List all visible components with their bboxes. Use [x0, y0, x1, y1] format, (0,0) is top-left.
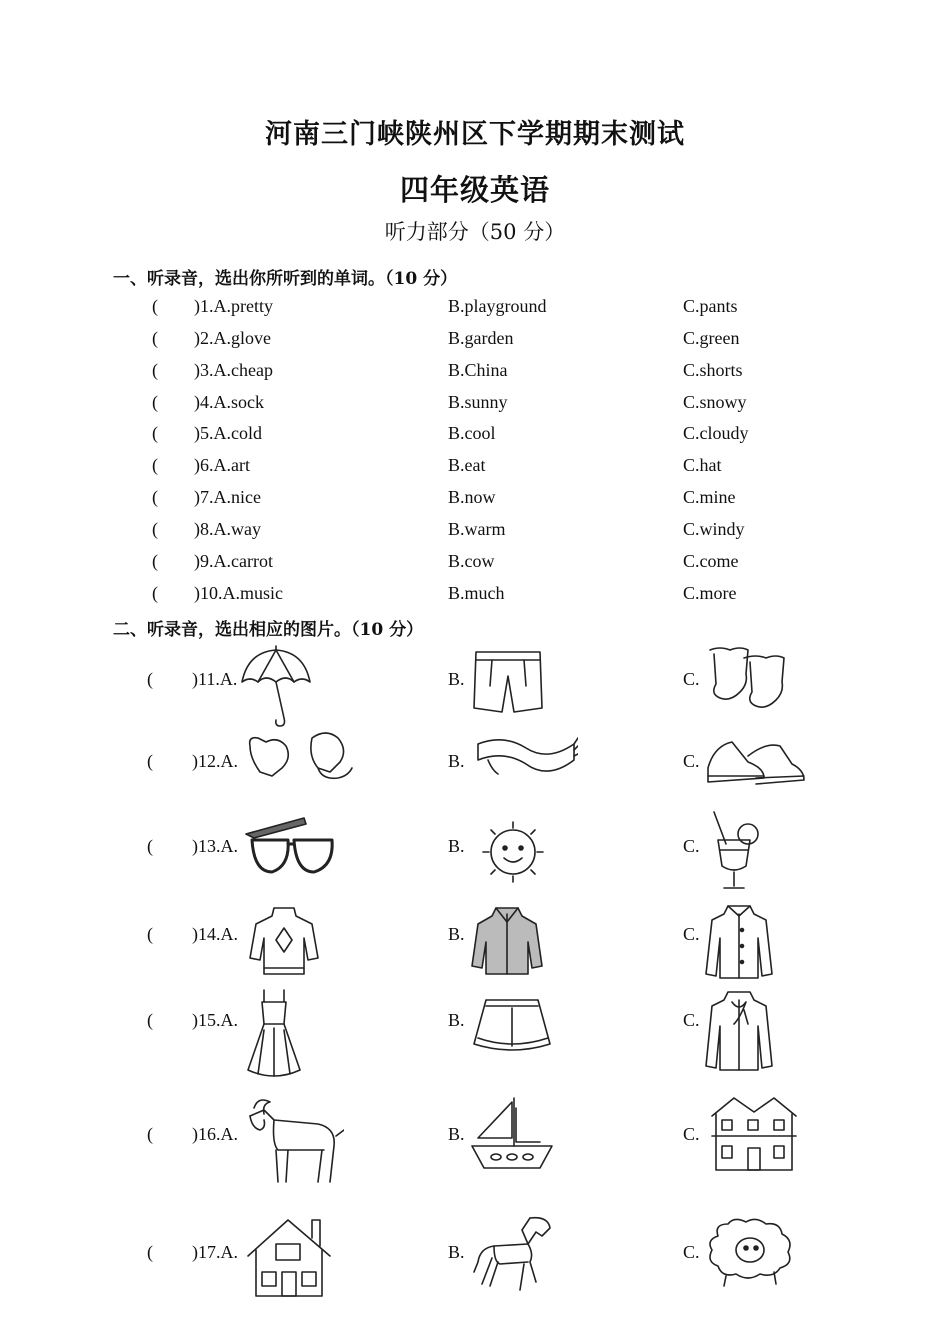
option-a: )2.A.glove [194, 328, 271, 348]
juice-icon[interactable] [706, 810, 770, 894]
answer-paren[interactable]: ( [152, 360, 158, 380]
question-number: )17.A. [192, 1242, 238, 1262]
option-b-label: B. [448, 669, 465, 689]
scarf-icon[interactable] [474, 730, 578, 784]
question-number: )11.A. [192, 669, 238, 689]
option-c-label: C. [683, 1124, 700, 1144]
picture-question-row [0, 806, 950, 898]
answer-paren[interactable]: ( [147, 836, 153, 856]
picture-question-row [0, 896, 950, 984]
option-c: C.pants [683, 296, 738, 316]
option-c: C.windy [683, 519, 745, 539]
option-a: )3.A.cheap [194, 360, 273, 380]
sun-icon[interactable] [474, 818, 552, 886]
question-row [0, 487, 950, 517]
sunglasses-icon[interactable] [244, 814, 338, 878]
answer-paren[interactable]: ( [152, 328, 158, 348]
option-c: C.cloudy [683, 423, 749, 443]
picture-question-row [0, 1210, 950, 1310]
option-c-label: C. [683, 836, 700, 856]
option-a: )1.A.pretty [194, 296, 273, 316]
section2-heading: 二、听录音，选出相应的图片。（10 分） [113, 620, 424, 640]
socks-icon[interactable] [704, 644, 794, 712]
answer-paren[interactable]: ( [147, 751, 153, 771]
question-number: )12.A. [192, 751, 238, 771]
answer-paren[interactable]: ( [152, 423, 158, 443]
building-icon[interactable] [708, 1092, 800, 1174]
option-b-label: B. [448, 1242, 465, 1262]
option-b-label: B. [448, 1010, 465, 1030]
answer-paren[interactable]: ( [147, 1010, 153, 1030]
option-b-label: B. [448, 924, 465, 944]
option-c: C.shorts [683, 360, 743, 380]
option-c-label: C. [683, 669, 700, 689]
answer-paren[interactable]: ( [147, 669, 153, 689]
answer-paren[interactable]: ( [152, 455, 158, 475]
option-a: )7.A.nice [194, 487, 261, 507]
horse-icon[interactable] [470, 1214, 554, 1294]
option-b: B.cool [448, 423, 496, 443]
option-c: C.mine [683, 487, 736, 507]
question-number: )14.A. [192, 924, 238, 944]
mittens-icon[interactable] [242, 728, 358, 788]
question-number: )15.A. [192, 1010, 238, 1030]
option-b: B.garden [448, 328, 514, 348]
part-heading: 听力部分（50 分） [384, 220, 566, 244]
option-c-label: C. [683, 751, 700, 771]
answer-paren[interactable]: ( [147, 1242, 153, 1262]
answer-paren[interactable]: ( [152, 296, 158, 316]
goat-icon[interactable] [244, 1094, 344, 1186]
question-row [0, 392, 950, 422]
picture-question-row [0, 640, 950, 730]
option-b: B.playground [448, 296, 547, 316]
question-row [0, 423, 950, 453]
option-c-label: C. [683, 924, 700, 944]
question-row [0, 519, 950, 549]
answer-paren[interactable]: ( [152, 551, 158, 571]
option-b-label: B. [448, 1124, 465, 1144]
option-b-label: B. [448, 751, 465, 771]
shorts-icon[interactable] [470, 646, 546, 718]
question-row [0, 551, 950, 581]
jacket-icon[interactable] [470, 904, 544, 978]
page-title: 河南三门峡陕州区下学期期末测试 [265, 119, 685, 150]
answer-paren[interactable]: ( [152, 519, 158, 539]
option-b: B.much [448, 583, 505, 603]
sweater-icon[interactable] [248, 904, 320, 978]
skirt-icon[interactable] [470, 994, 554, 1058]
answer-paren[interactable]: ( [147, 924, 153, 944]
option-c: C.more [683, 583, 737, 603]
house-icon[interactable] [246, 1216, 332, 1298]
sneakers-icon[interactable] [704, 736, 806, 792]
option-b: B.now [448, 487, 496, 507]
dress-icon[interactable] [244, 988, 304, 1082]
question-row [0, 583, 950, 613]
option-b-label: B. [448, 836, 465, 856]
answer-paren[interactable]: ( [152, 392, 158, 412]
option-b: B.China [448, 360, 508, 380]
blouse-icon[interactable] [704, 988, 774, 1074]
option-a: )8.A.way [194, 519, 261, 539]
option-a: )9.A.carrot [194, 551, 273, 571]
question-row [0, 360, 950, 390]
option-b: B.eat [448, 455, 486, 475]
question-row [0, 296, 950, 326]
option-c: C.come [683, 551, 739, 571]
option-c: C.snowy [683, 392, 747, 412]
option-a: )5.A.cold [194, 423, 262, 443]
question-number: )16.A. [192, 1124, 238, 1144]
picture-question-row [0, 722, 950, 808]
option-a: )10.A.music [194, 583, 283, 603]
answer-paren[interactable]: ( [152, 583, 158, 603]
option-a: )4.A.sock [194, 392, 264, 412]
grade-subtitle: 四年级英语 [399, 173, 550, 207]
picture-question-row [0, 982, 950, 1082]
answer-paren[interactable]: ( [152, 487, 158, 507]
option-c: C.hat [683, 455, 722, 475]
option-b: B.sunny [448, 392, 508, 412]
option-b: B.warm [448, 519, 506, 539]
answer-paren[interactable]: ( [147, 1124, 153, 1144]
option-c-label: C. [683, 1010, 700, 1030]
shirt-icon[interactable] [704, 902, 774, 982]
boat-icon[interactable] [470, 1096, 554, 1172]
sheep-icon[interactable] [704, 1216, 800, 1288]
question-row [0, 455, 950, 485]
question-row [0, 328, 950, 358]
section1-heading: 一、听录音，选出你所听到的单词。（10 分） [113, 269, 458, 289]
option-b: B.cow [448, 551, 495, 571]
question-number: )13.A. [192, 836, 238, 856]
umbrella-icon[interactable] [238, 644, 314, 730]
option-c: C.green [683, 328, 740, 348]
picture-question-row [0, 1088, 950, 1198]
option-a: )6.A.art [194, 455, 250, 475]
option-c-label: C. [683, 1242, 700, 1262]
